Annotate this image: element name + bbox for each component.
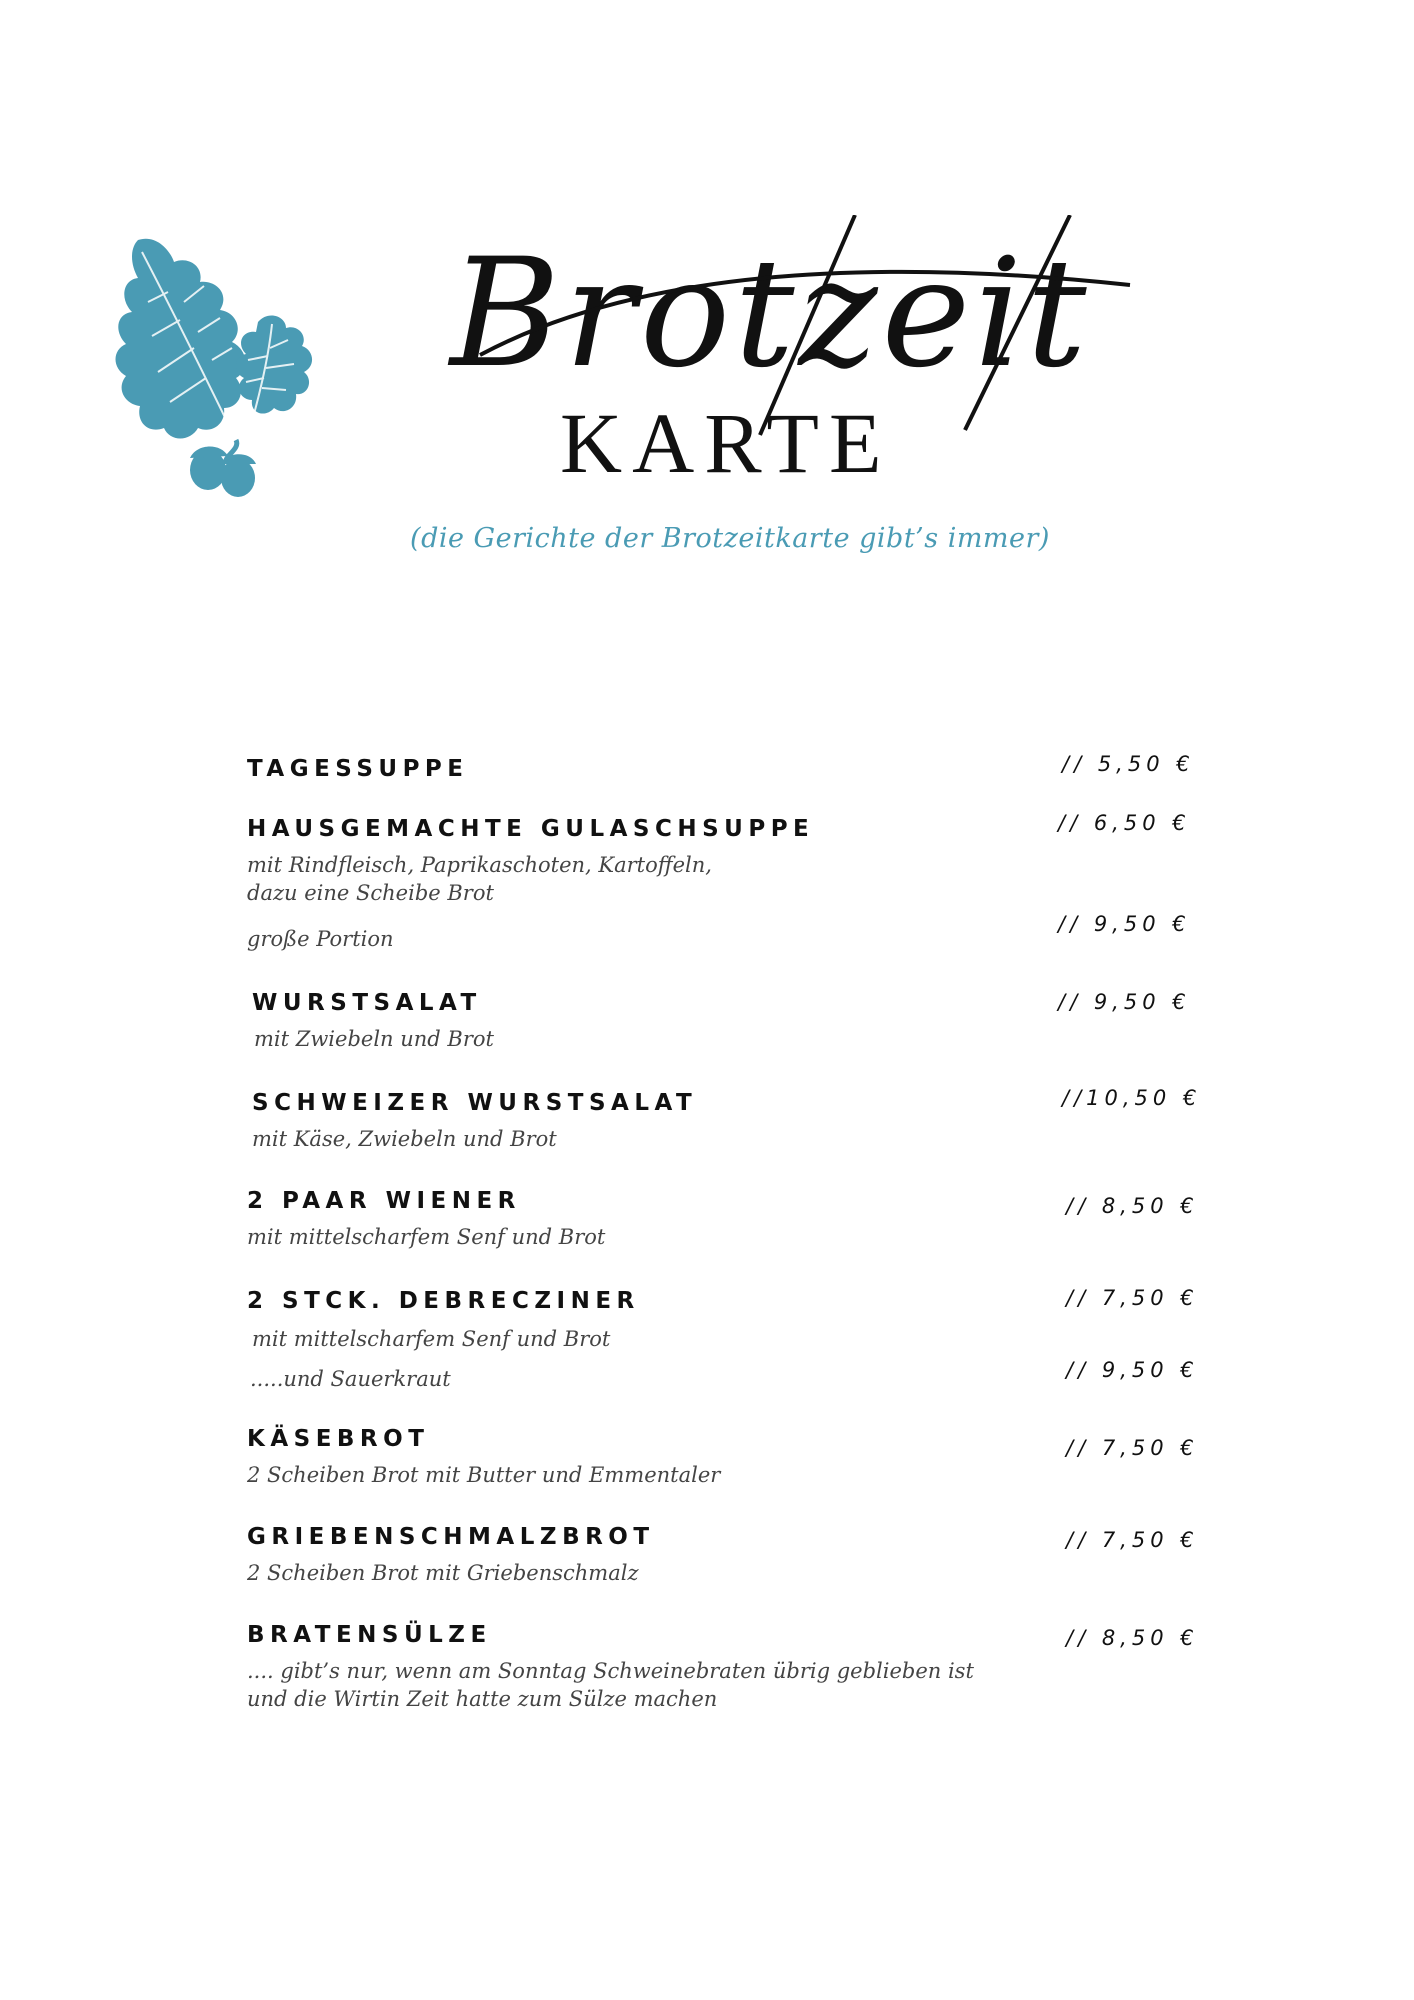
menu-item-description: mit Rindfleisch, Paprikaschoten, Kartoffeln, — [247, 853, 712, 877]
menu-item-price: // 9,50 € — [1058, 990, 1191, 1014]
menu-item-variant: .....und Sauerkraut — [250, 1367, 451, 1391]
svg-text:Brotzeit: Brotzeit — [450, 227, 1091, 401]
menu-item-name: WURSTSALAT — [252, 990, 482, 1016]
menu-item-variant-price: // 9,50 € — [1066, 1358, 1199, 1382]
menu-item-name: 2 STCK. DEBRECZINER — [247, 1288, 640, 1314]
menu-item-variant-price: // 9,50 € — [1058, 912, 1191, 936]
menu-item-price: // 8,50 € — [1066, 1194, 1199, 1218]
menu-item-name: HAUSGEMACHTE GULASCHSUPPE — [247, 816, 815, 842]
menu-item-description: mit Käse, Zwiebeln und Brot — [252, 1127, 557, 1151]
menu-item-name: KÄSEBROT — [247, 1426, 430, 1452]
menu-item-price: // 7,50 € — [1066, 1286, 1199, 1310]
menu-item-name: TAGESSUPPE — [247, 756, 469, 782]
menu-item-description: mit mittelscharfem Senf und Brot — [247, 1225, 606, 1249]
page-title: KARTE — [560, 395, 892, 491]
menu-item-name: BRATENSÜLZE — [247, 1622, 492, 1648]
menu-item-description: dazu eine Scheibe Brot — [247, 881, 494, 905]
menu-item-name: 2 PAAR WIENER — [247, 1188, 521, 1214]
menu-item-price: // 7,50 € — [1066, 1528, 1199, 1552]
menu-item-name: SCHWEIZER WURSTSALAT — [252, 1090, 698, 1116]
menu-item-price: // 8,50 € — [1066, 1626, 1199, 1650]
menu-item-variant: große Portion — [247, 927, 394, 951]
menu-item-description: 2 Scheiben Brot mit Butter und Emmentaler — [247, 1463, 721, 1487]
menu-item-name: GRIEBENSCHMALZBROT — [247, 1524, 655, 1550]
menu-item-description: mit Zwiebeln und Brot — [254, 1027, 494, 1051]
menu-item-price: // 5,50 € — [1062, 752, 1195, 776]
menu-item-description: mit mittelscharfem Senf und Brot — [252, 1327, 611, 1351]
menu-item-price: // 6,50 € — [1058, 811, 1191, 835]
menu-item-description: .... gibt’s nur, wenn am Sonntag Schweinebraten übrig geblieben ist — [247, 1659, 974, 1683]
menu-item-price: //10,50 € — [1062, 1086, 1202, 1110]
page-subtitle: (die Gerichte der Brotzeitkarte gibt’s immer) — [410, 523, 1050, 554]
menu-item-description: 2 Scheiben Brot mit Griebenschmalz — [247, 1561, 639, 1585]
menu-item-price: // 7,50 € — [1066, 1436, 1199, 1460]
menu-item-description: und die Wirtin Zeit hatte zum Sülze machen — [247, 1687, 718, 1711]
